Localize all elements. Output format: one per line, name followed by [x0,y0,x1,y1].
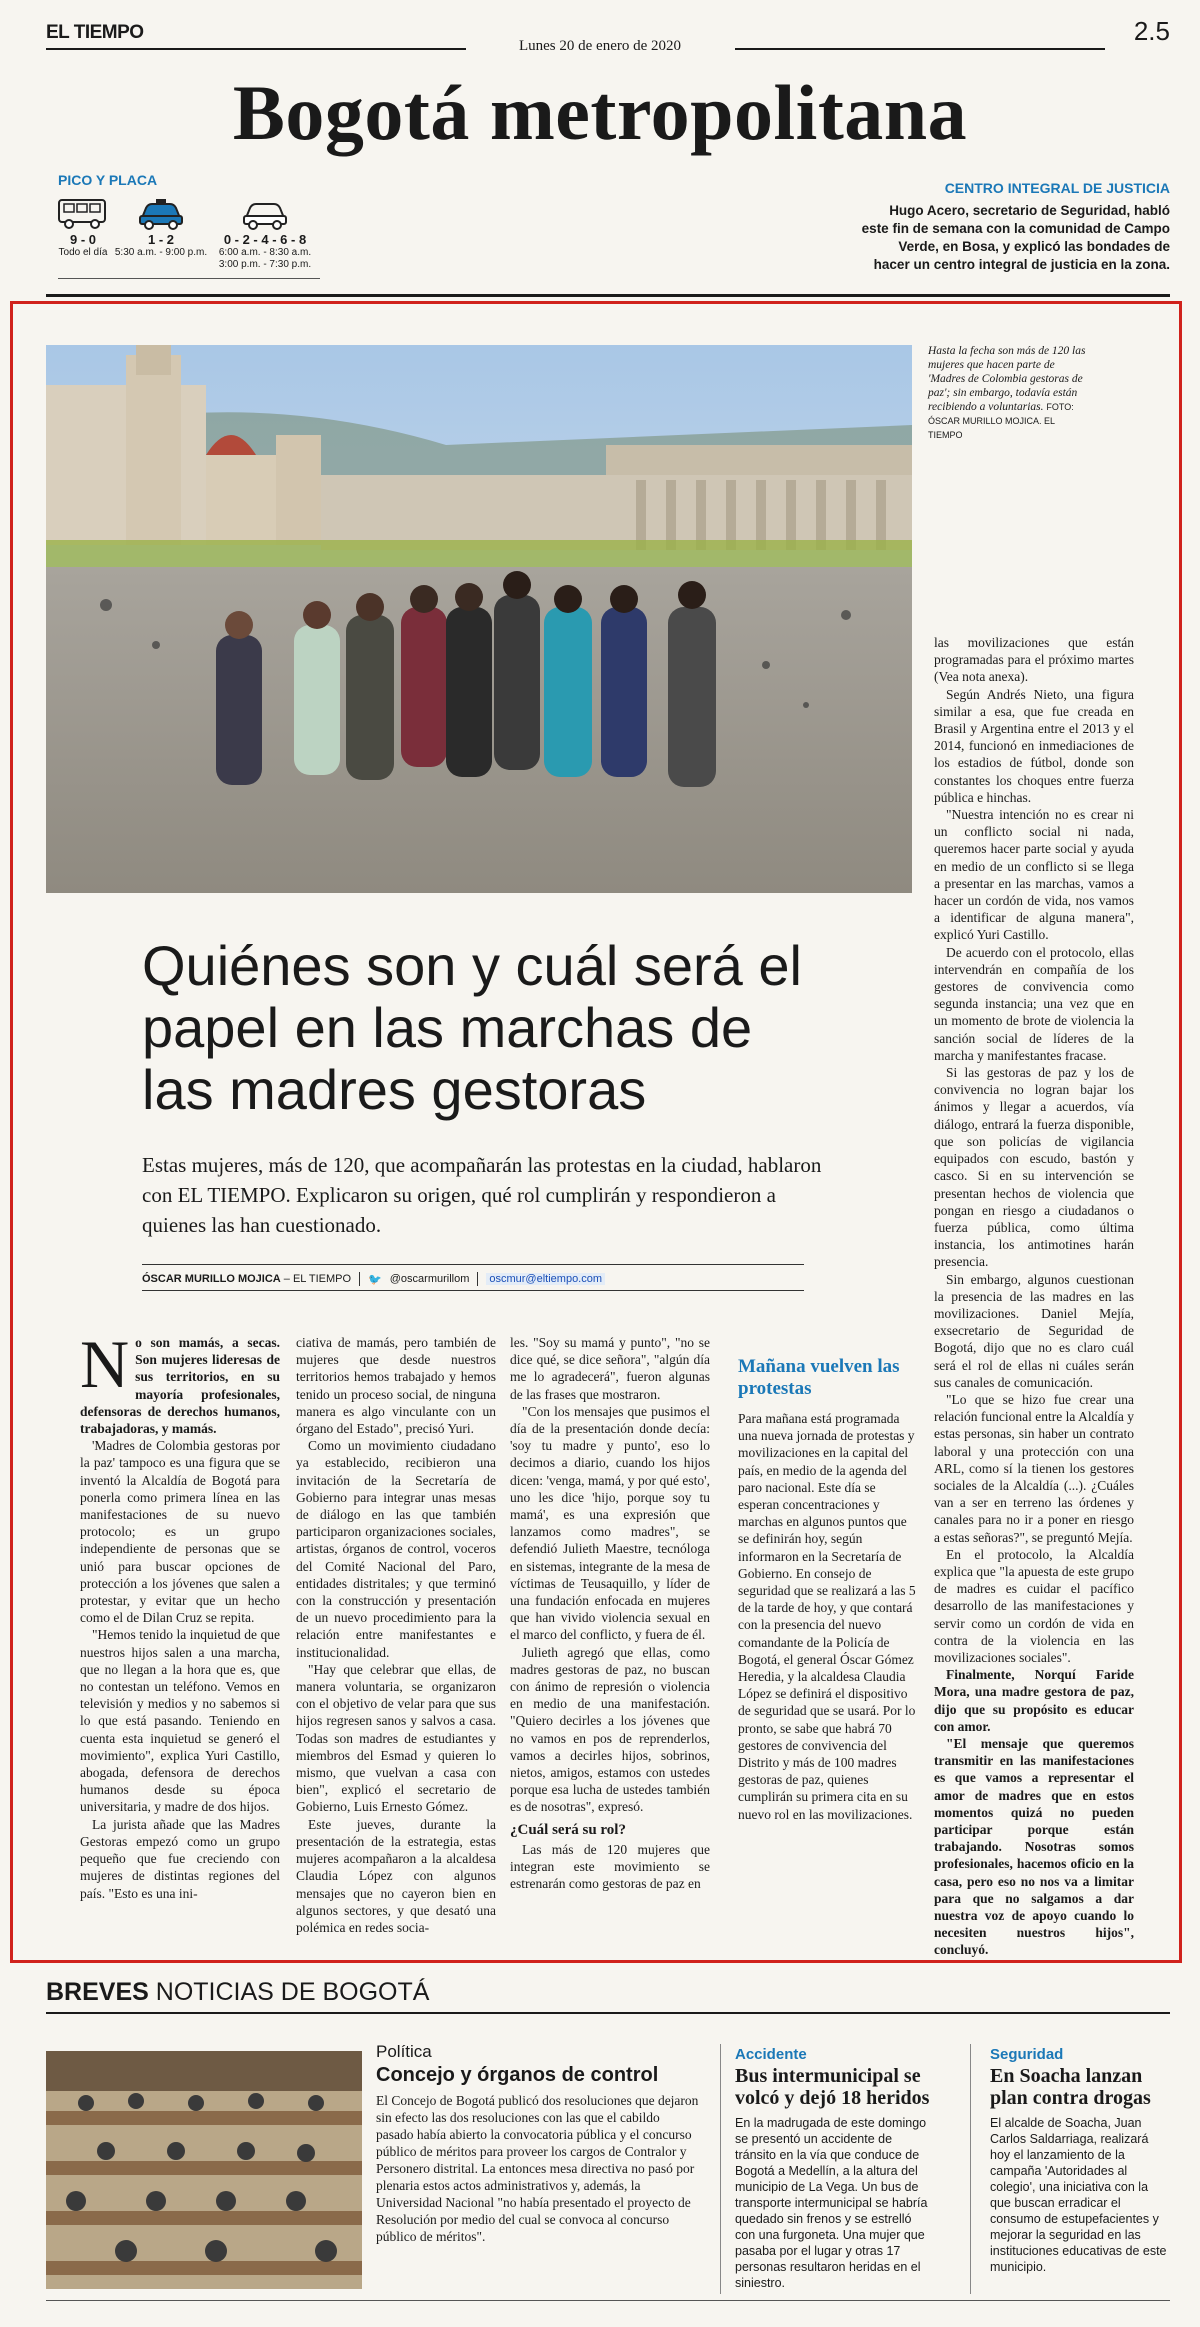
taxi-icon [106,196,216,230]
twitter-icon: 🐦 [368,1273,382,1286]
brief-item [376,2042,700,2245]
subhead: ¿Cuál será su rol? [510,1821,626,1838]
paragraph: "Hemos tenido la inquietud de que nuestros hijos salen a una marcha, que no llegan a la hora que es, que no contestan un teléfono. Vemos en televisión y medios y no sabemos si lo que está pasando. Teniendo en cuenta esta inquietud se generó el movimiento", explica Yuri Castillo, abogada, defensora de derechos humanos desde su época universitaria, y madre de dos hijos. [80,1627,280,1815]
byline-author: ÓSCAR MURILLO MOJICA [142,1273,281,1285]
paragraph: "Hay que celebrar que ellas, de manera voluntaria, se organizaron con el objetivo de velar para que sus hijos regresen sanos y salvos a casa. Todas son madres de estudiantes y miembros del Esmad y quieren lo mismo, que vuelvan a casa con bien", explicó el secretario de Gobierno, Luis Ernesto Gómez. [296,1661,496,1815]
date-line: Lunes 20 de enero de 2020 [518,38,682,54]
column-divider [720,2044,721,2294]
paragraph: "Nuestra intención no es crear ni un conflicto social ni nada, queremos hacer parte social y ayuda en medio de un conflicto si se llega a presentar en las marchas, vamos a hacer un cordón de vida, nos vamos a identificar de alguna manera", explicó Yuri Castillo. [934,807,1134,943]
header-rule [46,48,466,50]
paragraph: les. "Soy su mamá y punto", "no se dice qué, se dice señora", "algún día me lo agradecerá", fueron algunas de las frases que mostraron. [510,1335,710,1402]
paragraph: Finalmente, Norquí Faride Mora, una madre gestora de paz, dijo que su propósito es educar con amor. [934,1667,1134,1734]
breves-header-bold: BREVES [46,1978,149,2006]
pico-item [106,196,216,259]
breves-rule [46,2012,1170,2014]
paragraph: Este jueves, durante la presentación de la estrategia, estas mujeres acompañaron a la alcaldesa Claudia López con algunos mensajes que no cayeron bien en algunos sectores, y que desató una polémica en redes socia- [296,1816,496,1935]
photo-caption [928,344,1088,442]
page-number: 2.5 [1133,16,1170,46]
pico-time: 5:30 a.m. - 9:00 p.m. [114,247,208,258]
bottom-rule [46,2300,1170,2301]
brief-kicker: Política [376,2042,432,2061]
pico-digits: 9 - 0 [69,232,96,247]
byline [142,1272,605,1286]
byline-rule [142,1290,804,1291]
pico-digits: 1 - 2 [147,232,174,247]
article-column-4 [934,634,1134,1959]
paragraph: o son mamás, a secas. Son mujeres lideresas de sus territorios, en su mayoría profesionales, defensoras de derechos humanos, trabajadoras, y mamás. [80,1335,280,1437]
article-column-1 [80,1326,280,1902]
byline-outlet: – EL TIEMPO [283,1273,352,1285]
paragraph: Sin embargo, algunos cuestionan la presencia de las madres en las movilizaciones. Daniel Mejía, exsecretario de Seguridad de Bogotá, dijo que no es claro cuál será el rol de ellas ni cuáles serán sus canales de comunicación. [934,1271,1134,1390]
article-lead: Estas mujeres, más de 120, que acompañarán las protestas en la ciudad, hablaron con EL TIEMPO. Explicaron su origen, qué rol cumplirán y respondieron a quienes las han cuestionado. [142,1153,822,1237]
paragraph: Como un movimiento ciudadano ya establecido, recibieron una invitación de la Secretaría de Gobierno para integrar unas mesas de diálogo en las que también participaron organizaciones sociales, artistas, órganos de control, voceros del Comité Nacional del Paro, entidades distritales; y que terminó con la construcción y presentación de un nuevo procedimiento para la relación entre manifestantes e institucionalidad. [296,1438,496,1660]
sidebar-title: Mañana vuelven las protestas [738,1356,900,1399]
paragraph: ciativa de mamás, pero también de mujeres que desde nuestros territorios hemos trabajado y hemos tenido un proceso social, de ninguna manera es algo vinculante con un órgano del Estado", precisó Yuri. [296,1335,496,1437]
article-photo [46,345,912,893]
byline-email[interactable]: oscmur@eltiempo.com [486,1273,605,1285]
byline-rule [142,1264,804,1265]
centro-title: CENTRO INTEGRAL DE JUSTICIA [944,180,1170,196]
brief-kicker: Accidente [735,2046,807,2063]
breves-photo [46,2051,362,2289]
pico-rule [58,278,320,279]
brief-title: Bus intermunicipal se volcó y dejó 18 heridos [735,2065,930,2109]
paragraph: las movilizaciones que están programadas para el próximo martes (Vea nota anexa). [934,635,1134,685]
section-title: Bogotá metropolitana [232,69,968,156]
pico-time: Todo el día [58,247,108,258]
byline-twitter[interactable]: @oscarmurillom [389,1273,470,1285]
brief-item [990,2046,1170,2275]
pico-digits: 0 - 2 - 4 - 6 - 8 [223,232,307,247]
paragraph: Julieth agregó que ellas, como madres gestoras de paz, no buscan con ánimo de represión o violencia en medio de una manifestación. "Quiero decirles a los jóvenes que no vamos en pos de reprenderlos, vamos a decirles hijos, sobrinos, nietos, amigos, estamos con ustedes porque esa lucha de ustedes también es de nosotras", expresó. [510,1644,710,1815]
brief-title: En Soacha lanzan plan contra drogas [990,2065,1151,2109]
paragraph: Si las gestoras de paz y los de convivencia no logran bajar los ánimos y llegar a acuerdos, vía diálogo, entrará la fuerza disponible, que son policías de vigilancia equipados con escudo, bastón y casco. Si en su intervención se presentan hechos de violencia que pongan en riesgo a ciudadanos o fuerza pública, como última instancia, los antimotines harán presencia. [934,1065,1134,1270]
brief-kicker: Seguridad [990,2046,1064,2063]
breves-header-rest: NOTICIAS DE BOGOTÁ [155,1978,430,2006]
pico-y-placa-title: PICO Y PLACA [58,172,158,188]
paragraph: En el protocolo, la Alcaldía explica que "la apuesta de este grupo de madres es cuidar el pacífico desarrollo de las manifestaciones y servir como un cordón de vida en contra de la violencia en las movilizaciones sociales". [934,1546,1134,1665]
paragraph: "Lo que se hizo fue crear una relación funcional entre la Alcaldía y estas personas, sin haber un contrato laboral y una protección con una ARL, como sí la tienen los gestores sociales de la Alcaldía (...). ¿Cuáles van a ser en terreno las órdenes y canales para no ir a poner en riesgo a estas señoras?", se preguntó Mejía. [934,1391,1134,1545]
header-rule [735,48,1105,50]
article-column-2 [296,1334,496,1936]
sidebar-text: Para mañana está programada una nueva jornada de protestas y movilizaciones en la capital del país, en medio de la agenda del paro nacional. Este día se esperan concentraciones y marchas en algunos puntos que se definirán hoy, según informaron en la Secretaría de Gobierno. En consejo de seguridad que se realizará a las 5 de la tarde de hoy, y que contará con la presencia del nuevo comandante de la Policía de Bogotá, el general Óscar Gómez Heredia, y la alcaldesa Claudia López se definirá el dispositivo de seguridad que se usará. Por lo pronto, se sabe que habrá 70 gestores de convivencia del Distrito y más de 100 madres gestoras de paz, quienes cumplirán su primera cita en su nuevo rol en las movilizaciones. [738,1411,916,1822]
brief-text: El alcalde de Soacha, Juan Carlos Saldarriaga, realizará hoy el lanzamiento de la campaña 'Autoridades al colegio', una iniciativa con la que buscan erradicar el consumo de estupefacientes y mejorar la seguridad en las instituciones educativas de este municipio. [990,2116,1167,2274]
top-rule [46,294,1170,297]
centro-text: Hugo Acero, secretario de Seguridad, habló este fin de semana con la comunidad de Campo Verde, en Bosa, y explicó las bondades de hacer un centro integral de justicia en la zona. [861,203,1170,272]
drop-cap: N [80,1326,130,1402]
article-headline: Quiénes son y cuál será el papel en las marchas de las madres gestoras [142,934,802,1121]
car-icon [210,196,320,230]
photo-credit: FOTO: ÓSCAR MURILLO MOJICA. EL TIEMPO [928,402,1074,440]
paragraph: De acuerdo con el protocolo, ellas intervendrán en compañía de los gestores de convivencia como segunda instancia; una vez que en un momento de brote de violencia la sanción social de líderes de la marcha y manifestantes fracase. [934,944,1134,1063]
pico-time: 6:00 a.m. - 8:30 a.m. 3:00 p.m. - 7:30 p.m. [218,247,312,270]
breves-header [46,1978,429,2007]
brief-text: El Concejo de Bogotá publicó dos resoluciones que dejaron sin efecto las dos resoluciones con las que el cabildo pasado había abierto la convocatoria pública y el concurso público de méritos para proveer los cargos de Contralor y Personero distrital. La entonces mesa directiva no pasó por plenaria estos actos administrativos y, además, la Universidad Nacional "no había presentado el proyecto de Resolución por medio del cual se convoca al concurso público de méritos". [376,2093,699,2244]
brief-title: Concejo y órganos de control [376,2064,659,2086]
paragraph: "Con los mensajes que pusimos el día de la presentación donde decía: 'soy tu madre y punto', eso lo decimos a diario, cuando los hijos dicen: 'venga, mamá, y por qué esto', uno les dice 'hijo, porque soy tu mamá', es una expresión que lanzamos como madres", se defendió Julieth Maestre, tecnóloga en sistemas, integrante de la mesa de víctimas de Teusaquillo, y líder de una fundación enfocada en mujeres que han vivido violencia sexual en el marco del conflicto, y fuera de él. [510,1403,710,1643]
sidebar-box [738,1356,916,1823]
paragraph: La jurista añade que las Madres Gestoras empezó como un grupo pequeño que fue creciendo con mujeres de distintas regiones del país. "Esto es una ini- [80,1816,280,1901]
paragraph: 'Madres de Colombia gestoras por la paz' tampoco es una figura que se inventó la Alcaldía de Bogotá para ponerla como primera línea en las manifestaciones de su nuevo protocolo; es un grupo independiente de personas que se unió para buscar opciones de protección a los jóvenes que salen a protestar, y evitar que un hecho como el de Dilan Cruz se repita. [80,1438,280,1626]
paragraph: Según Andrés Nieto, una figura similar a esa, que fue creada en Brasil y Argentina entre el 2013 y el 2014, funcionó en inmediaciones de los estadios de fútbol, donde son constantes los choques entre fuerza pública e hinchas. [934,686,1134,805]
brief-text: En la madrugada de este domingo se presentó un accidente de tránsito en la vía que conduce de Bogotá a Medellín, a la altura del municipio de La Vega. Un bus de transporte intermunicipal se habría quedado sin frenos y se estrelló con una furgoneta. Una mujer que pasaba por el lugar y otras 17 personas resultaron heridas en el siniestro. [735,2116,928,2290]
brief-item [735,2046,935,2291]
masthead-logo: EL TIEMPO [46,22,144,43]
photo-caption-text: Hasta la fecha son más de 120 las mujeres que hacen parte de 'Madres de Colombia gestoras de paz'; sin embargo, todavía están recibiendo a voluntarias. [928,345,1086,413]
paragraph: Las más de 120 mujeres que integran este movimiento se estrenarán como gestoras de paz en [510,1841,710,1892]
pico-item [210,196,320,271]
paragraph: "El mensaje que queremos transmitir en las manifestaciones es que vamos a representar el amor de madres que en estos momentos quizá no pueden participar porque están trabajando. Nosotras somos profesionales, hacemos oficio en la casa, pero eso no nos va a limitar para que no salgamos a dar nuestra voz de apoyo cuando lo necesiten nuestros hijos", concluyó. [934,1736,1134,1958]
article-column-3 [510,1334,710,1893]
column-divider [970,2044,971,2294]
